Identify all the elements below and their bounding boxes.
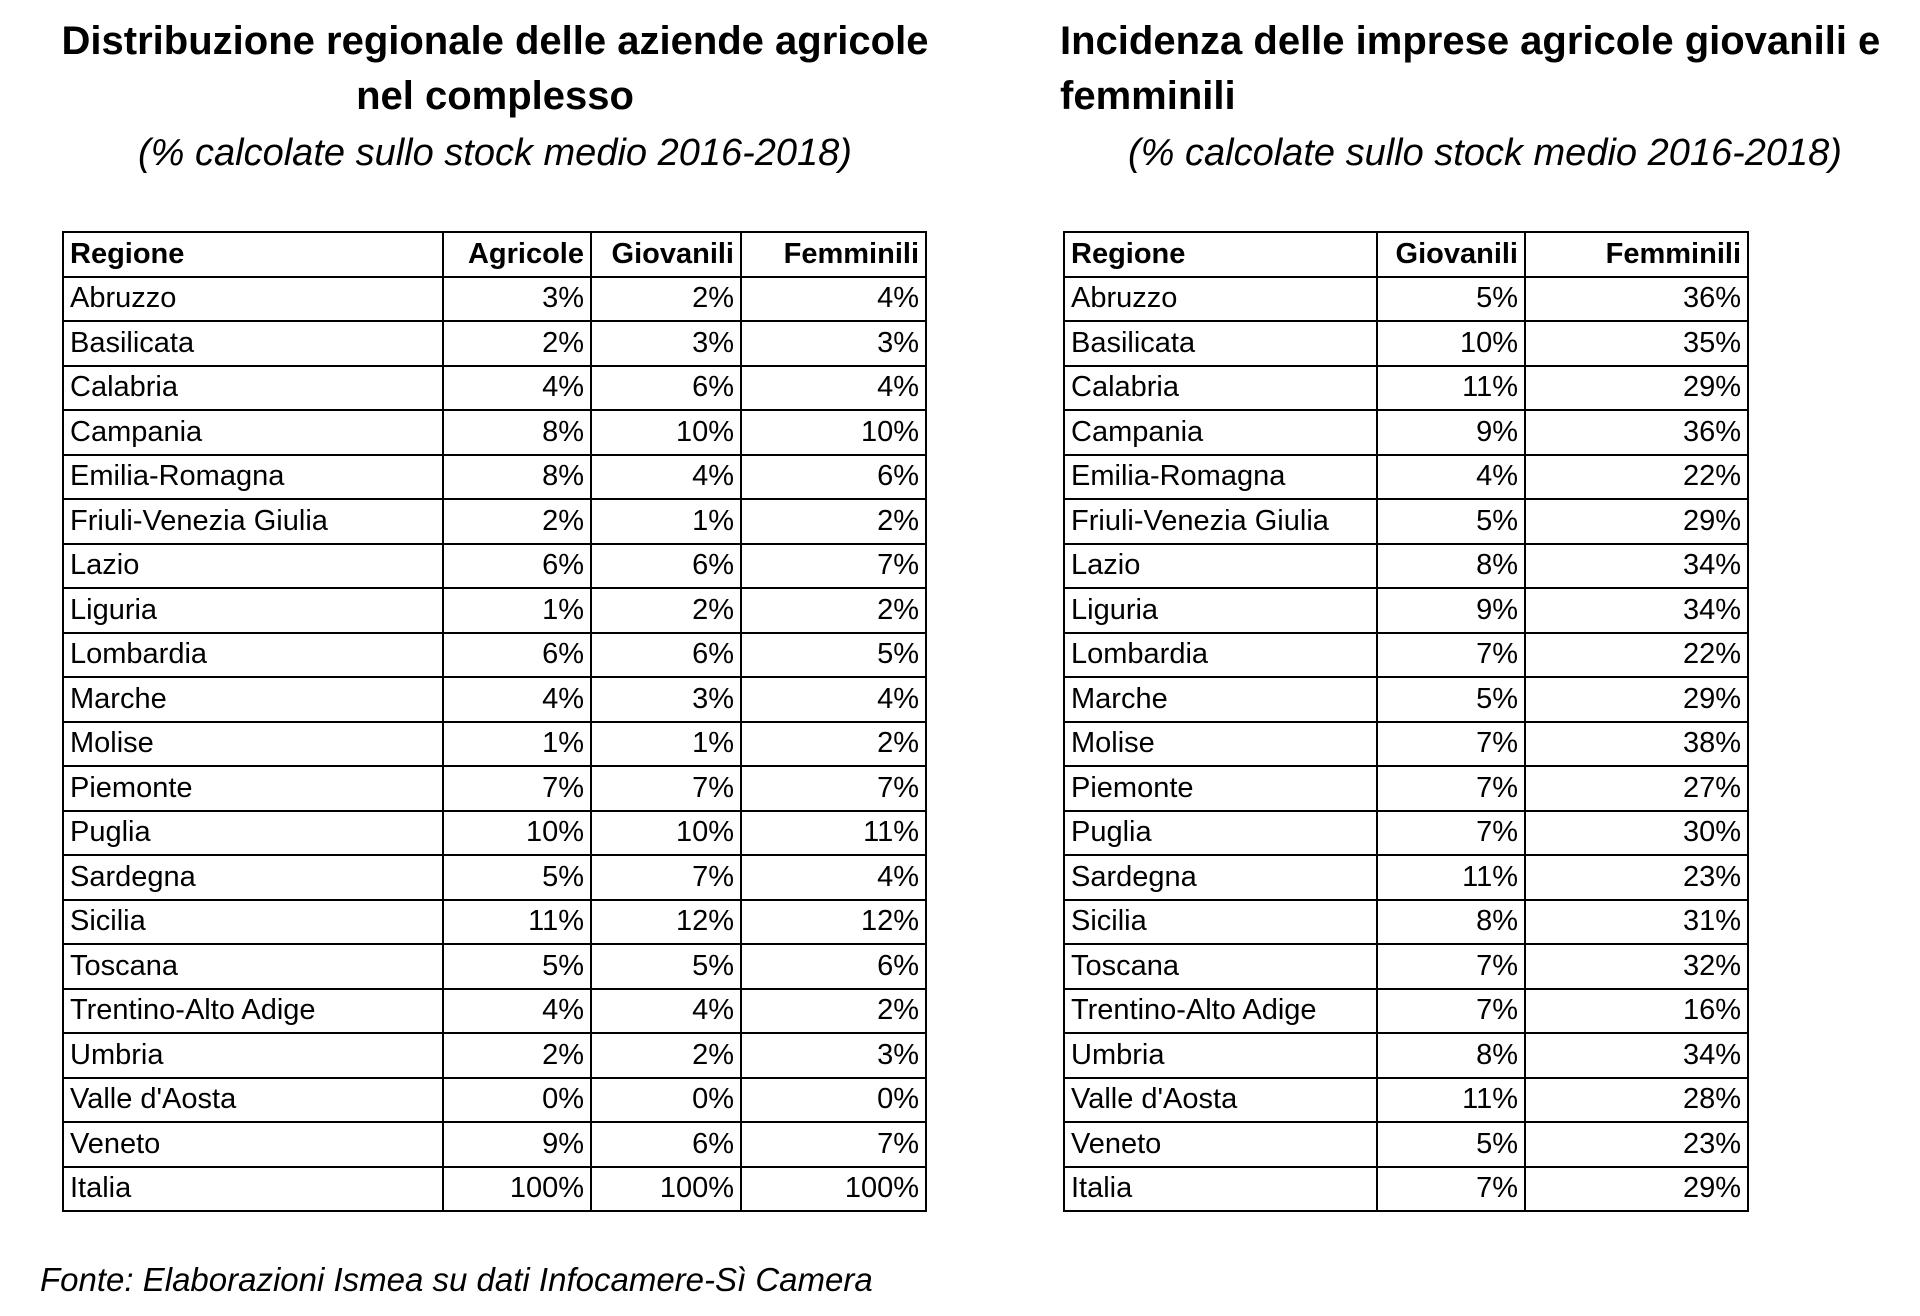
region-cell: Molise — [1064, 722, 1377, 767]
value-cell: 5% — [443, 944, 591, 989]
table-row — [63, 277, 926, 322]
region-cell: Liguria — [63, 588, 443, 633]
value-cell: 7% — [591, 855, 741, 900]
value-cell: 6% — [443, 544, 591, 589]
value-cell: 22% — [1525, 455, 1748, 500]
table1-title: Distribuzione regionale delle aziende agricole nel complesso — [61, 19, 929, 118]
value-cell: 4% — [443, 366, 591, 411]
table-row — [63, 900, 926, 945]
table-row — [1064, 455, 1748, 500]
value-cell: 6% — [741, 944, 926, 989]
table-row — [1064, 366, 1748, 411]
region-cell: Valle d'Aosta — [1064, 1078, 1377, 1123]
value-cell: 4% — [741, 677, 926, 722]
value-cell: 23% — [1525, 1122, 1748, 1167]
region-cell: Molise — [63, 722, 443, 767]
value-cell: 31% — [1525, 900, 1748, 945]
value-cell: 7% — [1377, 944, 1525, 989]
table-row — [63, 588, 926, 633]
value-cell: 1% — [591, 499, 741, 544]
value-cell: 7% — [1377, 766, 1525, 811]
value-cell: 2% — [741, 499, 926, 544]
region-cell: Italia — [1064, 1167, 1377, 1212]
value-cell: 34% — [1525, 588, 1748, 633]
value-cell: 11% — [443, 900, 591, 945]
region-cell: Sardegna — [63, 855, 443, 900]
region-cell: Sicilia — [63, 900, 443, 945]
column-header-regione: Regione — [1064, 232, 1377, 277]
region-cell: Piemonte — [1064, 766, 1377, 811]
region-cell: Abruzzo — [1064, 277, 1377, 322]
region-cell: Trentino-Alto Adige — [63, 989, 443, 1034]
table-row — [63, 1078, 926, 1123]
region-cell: Marche — [1064, 677, 1377, 722]
table-row — [63, 1122, 926, 1167]
value-cell: 6% — [591, 633, 741, 678]
table-row — [63, 1167, 926, 1212]
value-cell: 10% — [1377, 321, 1525, 366]
table-row — [1064, 277, 1748, 322]
value-cell: 27% — [1525, 766, 1748, 811]
table-row — [63, 633, 926, 678]
table-row — [63, 811, 926, 856]
value-cell: 5% — [1377, 499, 1525, 544]
region-cell: Lazio — [63, 544, 443, 589]
region-cell: Basilicata — [1064, 321, 1377, 366]
value-cell: 5% — [741, 633, 926, 678]
value-cell: 100% — [443, 1167, 591, 1212]
table-row — [1064, 588, 1748, 633]
value-cell: 28% — [1525, 1078, 1748, 1123]
value-cell: 1% — [591, 722, 741, 767]
table-row — [63, 455, 926, 500]
region-cell: Calabria — [63, 366, 443, 411]
region-cell: Lombardia — [63, 633, 443, 678]
region-cell: Veneto — [1064, 1122, 1377, 1167]
value-cell: 6% — [443, 633, 591, 678]
table-header-row — [63, 232, 926, 277]
region-cell: Emilia-Romagna — [1064, 455, 1377, 500]
table-row — [63, 366, 926, 411]
region-cell: Veneto — [63, 1122, 443, 1167]
value-cell: 100% — [741, 1167, 926, 1212]
region-cell: Umbria — [1064, 1033, 1377, 1078]
table-row — [1064, 944, 1748, 989]
value-cell: 12% — [741, 900, 926, 945]
value-cell: 10% — [741, 410, 926, 455]
value-cell: 7% — [1377, 1167, 1525, 1212]
value-cell: 3% — [591, 321, 741, 366]
value-cell: 36% — [1525, 410, 1748, 455]
region-cell: Sardegna — [1064, 855, 1377, 900]
region-cell: Lazio — [1064, 544, 1377, 589]
value-cell: 32% — [1525, 944, 1748, 989]
region-cell: Friuli-Venezia Giulia — [1064, 499, 1377, 544]
table-row — [1064, 633, 1748, 678]
value-cell: 22% — [1525, 633, 1748, 678]
region-cell: Campania — [1064, 410, 1377, 455]
value-cell: 8% — [1377, 1033, 1525, 1078]
value-cell: 7% — [741, 1122, 926, 1167]
value-cell: 34% — [1525, 544, 1748, 589]
value-cell: 23% — [1525, 855, 1748, 900]
column-header-giovanili: Giovanili — [591, 232, 741, 277]
value-cell: 7% — [741, 766, 926, 811]
value-cell: 35% — [1525, 321, 1748, 366]
value-cell: 2% — [741, 722, 926, 767]
column-header-agricole: Agricole — [443, 232, 591, 277]
value-cell: 36% — [1525, 277, 1748, 322]
value-cell: 7% — [741, 544, 926, 589]
value-cell: 6% — [591, 544, 741, 589]
value-cell: 2% — [741, 989, 926, 1034]
table-row — [1064, 900, 1748, 945]
table-row — [1064, 677, 1748, 722]
table-row — [63, 1033, 926, 1078]
table-row — [1064, 1122, 1748, 1167]
regional-distribution-table — [62, 231, 927, 1212]
value-cell: 100% — [591, 1167, 741, 1212]
table-row — [1064, 1033, 1748, 1078]
table1-subtitle: (% calcolate sullo stock medio 2016-2018) — [138, 132, 852, 174]
value-cell: 2% — [741, 588, 926, 633]
value-cell: 7% — [443, 766, 591, 811]
table-row — [1064, 410, 1748, 455]
value-cell: 16% — [1525, 989, 1748, 1034]
table-row — [1064, 811, 1748, 856]
column-header-femminili: Femminili — [1525, 232, 1748, 277]
value-cell: 5% — [1377, 1122, 1525, 1167]
table-row — [63, 677, 926, 722]
value-cell: 4% — [591, 455, 741, 500]
value-cell: 1% — [443, 588, 591, 633]
table-row — [63, 544, 926, 589]
region-cell: Trentino-Alto Adige — [1064, 989, 1377, 1034]
value-cell: 7% — [1377, 633, 1525, 678]
value-cell: 29% — [1525, 366, 1748, 411]
value-cell: 4% — [591, 989, 741, 1034]
region-cell: Abruzzo — [63, 277, 443, 322]
value-cell: 5% — [1377, 277, 1525, 322]
column-header-femminili: Femminili — [741, 232, 926, 277]
value-cell: 7% — [1377, 989, 1525, 1034]
value-cell: 7% — [1377, 722, 1525, 767]
column-header-giovanili: Giovanili — [1377, 232, 1525, 277]
table-row — [1064, 1078, 1748, 1123]
value-cell: 8% — [1377, 544, 1525, 589]
table-row — [1064, 766, 1748, 811]
value-cell: 3% — [741, 321, 926, 366]
region-cell: Italia — [63, 1167, 443, 1212]
value-cell: 4% — [741, 855, 926, 900]
table2-title: Incidenza delle imprese agricole giovanili e femminili — [1060, 19, 1881, 118]
value-cell: 29% — [1525, 677, 1748, 722]
value-cell: 0% — [591, 1078, 741, 1123]
value-cell: 38% — [1525, 722, 1748, 767]
table-row — [1064, 544, 1748, 589]
region-cell: Lombardia — [1064, 633, 1377, 678]
column-header-regione: Regione — [63, 232, 443, 277]
value-cell: 4% — [443, 677, 591, 722]
value-cell: 5% — [591, 944, 741, 989]
source-note: Fonte: Elaborazioni Ismea su dati Infocamere-Sì Camera — [40, 1261, 873, 1298]
value-cell: 2% — [443, 499, 591, 544]
region-cell: Friuli-Venezia Giulia — [63, 499, 443, 544]
table-row — [1064, 499, 1748, 544]
value-cell: 29% — [1525, 1167, 1748, 1212]
value-cell: 9% — [1377, 410, 1525, 455]
incidence-table — [1063, 231, 1749, 1212]
value-cell: 0% — [443, 1078, 591, 1123]
value-cell: 4% — [1377, 455, 1525, 500]
table-row — [1064, 321, 1748, 366]
region-cell: Calabria — [1064, 366, 1377, 411]
value-cell: 6% — [591, 1122, 741, 1167]
value-cell: 30% — [1525, 811, 1748, 856]
table-row — [1064, 1167, 1748, 1212]
table2-subtitle: (% calcolate sullo stock medio 2016-2018) — [1128, 132, 1842, 174]
value-cell: 11% — [1377, 855, 1525, 900]
table-row — [63, 410, 926, 455]
table-row — [63, 989, 926, 1034]
value-cell: 5% — [443, 855, 591, 900]
region-cell: Emilia-Romagna — [63, 455, 443, 500]
value-cell: 4% — [741, 366, 926, 411]
value-cell: 7% — [591, 766, 741, 811]
region-cell: Valle d'Aosta — [63, 1078, 443, 1123]
value-cell: 8% — [443, 455, 591, 500]
value-cell: 34% — [1525, 1033, 1748, 1078]
region-cell: Basilicata — [63, 321, 443, 366]
value-cell: 29% — [1525, 499, 1748, 544]
region-cell: Toscana — [63, 944, 443, 989]
value-cell: 2% — [443, 321, 591, 366]
table-row — [63, 722, 926, 767]
table-row — [1064, 722, 1748, 767]
region-cell: Umbria — [63, 1033, 443, 1078]
value-cell: 8% — [443, 410, 591, 455]
table-row — [63, 321, 926, 366]
value-cell: 10% — [591, 410, 741, 455]
region-cell: Toscana — [1064, 944, 1377, 989]
region-cell: Campania — [63, 410, 443, 455]
value-cell: 9% — [1377, 588, 1525, 633]
value-cell: 3% — [741, 1033, 926, 1078]
region-cell: Puglia — [1064, 811, 1377, 856]
value-cell: 1% — [443, 722, 591, 767]
region-cell: Marche — [63, 677, 443, 722]
table-row — [1064, 989, 1748, 1034]
table-row — [63, 766, 926, 811]
value-cell: 11% — [1377, 1078, 1525, 1123]
table-row — [1064, 855, 1748, 900]
region-cell: Piemonte — [63, 766, 443, 811]
value-cell: 2% — [591, 277, 741, 322]
value-cell: 6% — [591, 366, 741, 411]
table-header-row — [1064, 232, 1748, 277]
value-cell: 10% — [591, 811, 741, 856]
value-cell: 11% — [1377, 366, 1525, 411]
table-row — [63, 499, 926, 544]
value-cell: 5% — [1377, 677, 1525, 722]
value-cell: 11% — [741, 811, 926, 856]
value-cell: 3% — [591, 677, 741, 722]
value-cell: 8% — [1377, 900, 1525, 945]
region-cell: Sicilia — [1064, 900, 1377, 945]
value-cell: 0% — [741, 1078, 926, 1123]
table-row — [63, 855, 926, 900]
value-cell: 4% — [741, 277, 926, 322]
table-row — [63, 944, 926, 989]
value-cell: 12% — [591, 900, 741, 945]
value-cell: 2% — [591, 1033, 741, 1078]
value-cell: 3% — [443, 277, 591, 322]
value-cell: 4% — [443, 989, 591, 1034]
region-cell: Liguria — [1064, 588, 1377, 633]
value-cell: 6% — [741, 455, 926, 500]
value-cell: 7% — [1377, 811, 1525, 856]
region-cell: Puglia — [63, 811, 443, 856]
value-cell: 2% — [591, 588, 741, 633]
value-cell: 10% — [443, 811, 591, 856]
value-cell: 2% — [443, 1033, 591, 1078]
value-cell: 9% — [443, 1122, 591, 1167]
